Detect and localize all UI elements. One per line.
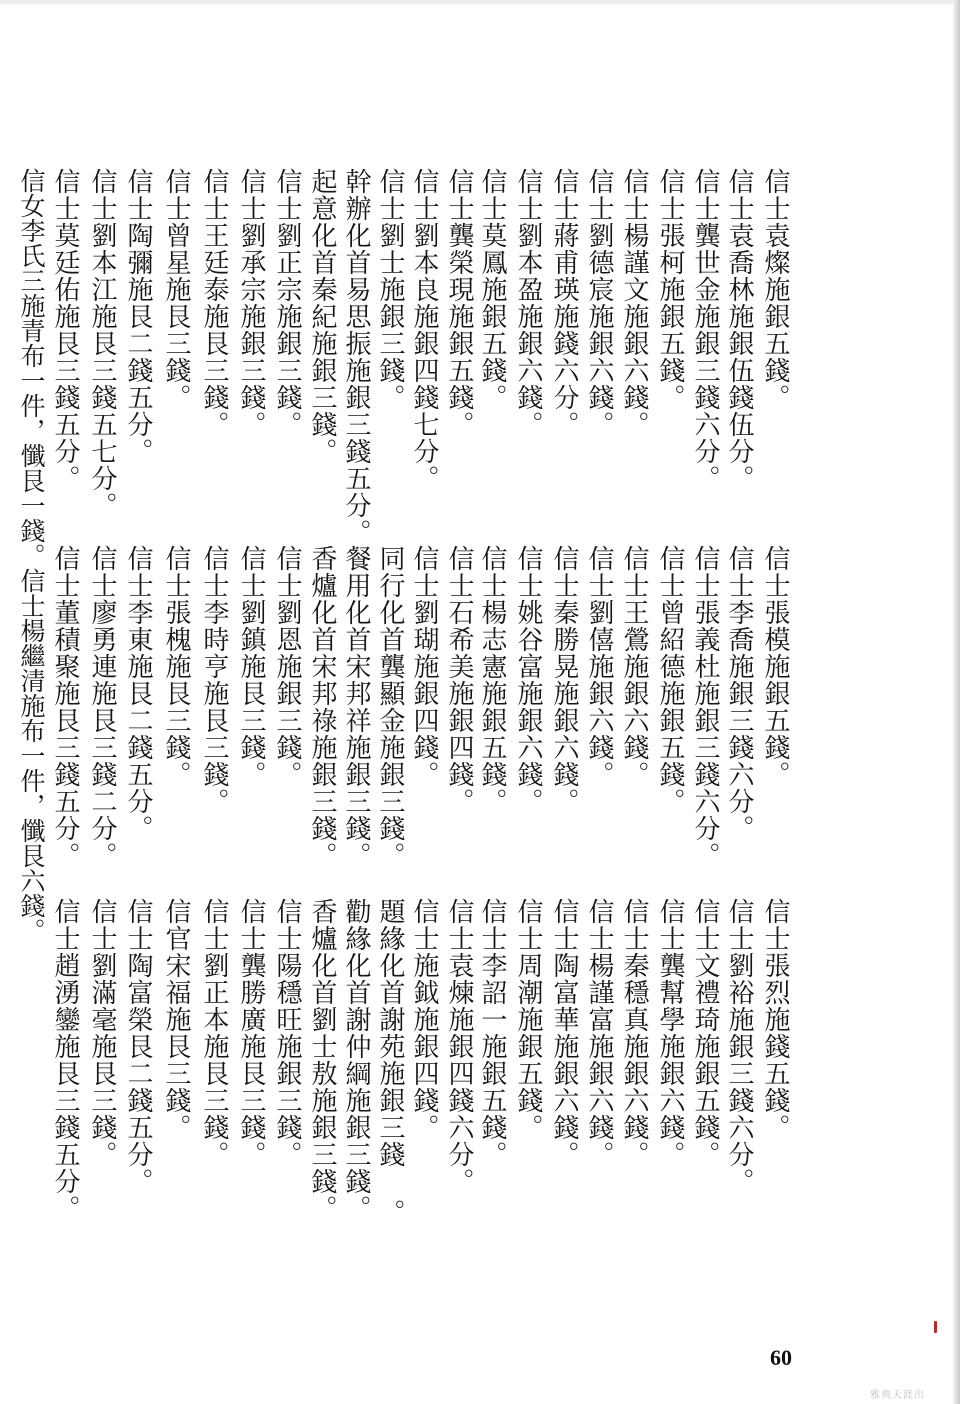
donor-entry: 信士姚谷富施銀六錢。	[513, 545, 543, 815]
donor-entry: 信士劉僖施銀六錢。	[584, 545, 614, 788]
donor-entry: 信士劉本良施銀四錢七分。	[409, 168, 439, 492]
donor-entry: 信士李東施艮二錢五分。	[123, 545, 153, 842]
donor-entry: 信士劉滿毫施艮三錢。	[87, 898, 117, 1168]
donor-entry: 信士劉裕施銀三錢六分。	[724, 898, 754, 1195]
donor-entry: 信士袁煉施銀四錢六分。	[444, 898, 474, 1195]
donor-entry: 信士莫廷佑施艮三錢五分。	[50, 168, 80, 492]
donor-entry: 信士楊志憲施銀五錢。	[477, 545, 507, 815]
donor-entry: 信士龔榮現施銀五錢。	[444, 168, 474, 438]
donor-entry: 信士劉承宗施銀三錢。	[236, 168, 266, 438]
page-top-shadow	[0, 0, 960, 4]
donor-entry: 信士石希美施銀四錢。	[444, 545, 474, 815]
donor-entry: 信士劉德宸施銀六錢。	[584, 168, 614, 438]
donor-entry: 信士張義杜施銀三錢六分。	[690, 545, 720, 869]
donor-entry: 信士廖勇連施艮三錢二分。	[87, 545, 117, 869]
donor-entry: 信士文禮琦施銀五錢。	[690, 898, 720, 1168]
donor-entry: 勸緣化首謝仲綱施銀三錢。	[341, 898, 371, 1222]
donor-entry: 信士龔世金施銀三錢六分。	[690, 168, 720, 492]
red-ink-speck	[934, 1321, 937, 1333]
donor-entry: 信士陽穩旺施銀三錢。	[272, 898, 302, 1168]
donor-entry: 信士張烈施錢五錢。	[760, 898, 790, 1141]
donor-entry: 信士劉本盈施銀六錢。	[513, 168, 543, 438]
donor-entry: 起意化首秦紀施銀三錢。	[307, 168, 337, 465]
donor-entry: 信士劉本江施艮三錢五七分。	[87, 168, 117, 519]
donor-entry: 信士李時亨施艮三錢。	[199, 545, 229, 815]
donor-entry: 信士施鉞施銀四錢。	[409, 898, 439, 1141]
donor-entry: 信士袁喬林施銀伍錢伍分。	[724, 168, 754, 492]
donor-entry: 信士張模施銀五錢。	[760, 545, 790, 788]
donor-entry: 信士劉瑚施銀四錢。	[409, 545, 439, 788]
donor-entry: 香爐化首宋邦祿施銀三錢。	[307, 545, 337, 869]
donor-entry: 信士劉士施銀三錢。	[375, 168, 405, 411]
donor-entry: 信士劉正本施艮三錢。	[199, 898, 229, 1168]
donor-entry: 信士周潮施銀五錢。	[513, 898, 543, 1141]
donor-entry: 信士王鶯施銀六錢。	[619, 545, 649, 788]
donor-entry: 信士趙湧鑾施艮三錢五分。	[50, 898, 80, 1222]
donor-entry: 信士龔勝廣施艮三錢。	[236, 898, 266, 1168]
donor-entry: 香爐化首劉士敖施銀三錢。	[307, 898, 337, 1222]
donor-entry: 信士曾紹德施銀五錢。	[655, 545, 685, 815]
donor-entry: 信士劉正宗施銀三錢。	[272, 168, 302, 438]
donor-entry: 餐用化首宋邦祥施銀三錢。	[341, 545, 371, 869]
donor-entry: 信士李喬施銀三錢六分。	[724, 545, 754, 842]
watermark-text: 雅典天涯出	[870, 1390, 925, 1401]
donor-entry: 信士李詔一施銀五錢。	[477, 898, 507, 1168]
donor-entry: 幹辦化首易思振施銀三錢五分。	[341, 168, 371, 546]
donor-entry: 信士張柯施銀五錢。	[655, 168, 685, 411]
donor-entry: 信士劉恩施銀三錢。	[272, 545, 302, 788]
page-edge-shadow	[953, 0, 960, 1404]
donor-entry: 信士楊謹富施銀六錢。	[584, 898, 614, 1168]
donor-entry: 信士莫鳳施銀五錢。	[477, 168, 507, 411]
donor-entry: 信士劉鎮施艮三錢。	[236, 545, 266, 788]
donor-entry: 信士王廷泰施艮三錢。	[199, 168, 229, 438]
donor-entry: 信士董積聚施艮三錢五分。	[50, 545, 80, 869]
donor-entry: 信士曾星施艮三錢。	[161, 168, 191, 411]
donor-entry: 題緣化首謝苑施銀三錢 。	[375, 898, 405, 1226]
donor-entry: 信士陶彌施艮二錢五分。	[123, 168, 153, 465]
donor-entry: 信官宋福施艮三錢。	[161, 898, 191, 1141]
donor-entry: 信士袁燦施銀五錢。	[760, 168, 790, 411]
donor-entry: 信士秦勝晃施銀六錢。	[549, 545, 579, 815]
donor-entry: 信士龔幫學施銀六錢。	[655, 898, 685, 1168]
page-number: 60	[770, 1345, 792, 1370]
donor-entry: 同行化首龔顯金施銀三錢。	[375, 545, 405, 869]
donor-entry: 信士陶富華施銀六錢。	[549, 898, 579, 1168]
donor-entry-long: 信女李氏三施青布一件，懺艮一錢。信士楊繼清施布一件，懺艮六錢。	[17, 168, 46, 943]
donor-entry: 信士蔣甫瑛施錢六分。	[549, 168, 579, 438]
donor-entry: 信士楊謹文施銀六錢。	[619, 168, 649, 438]
donor-entry: 信士秦穩真施銀六錢。	[619, 898, 649, 1168]
donor-entry: 信士張槐施艮三錢。	[161, 545, 191, 788]
donor-entry: 信士陶富榮艮二錢五分。	[123, 898, 153, 1195]
